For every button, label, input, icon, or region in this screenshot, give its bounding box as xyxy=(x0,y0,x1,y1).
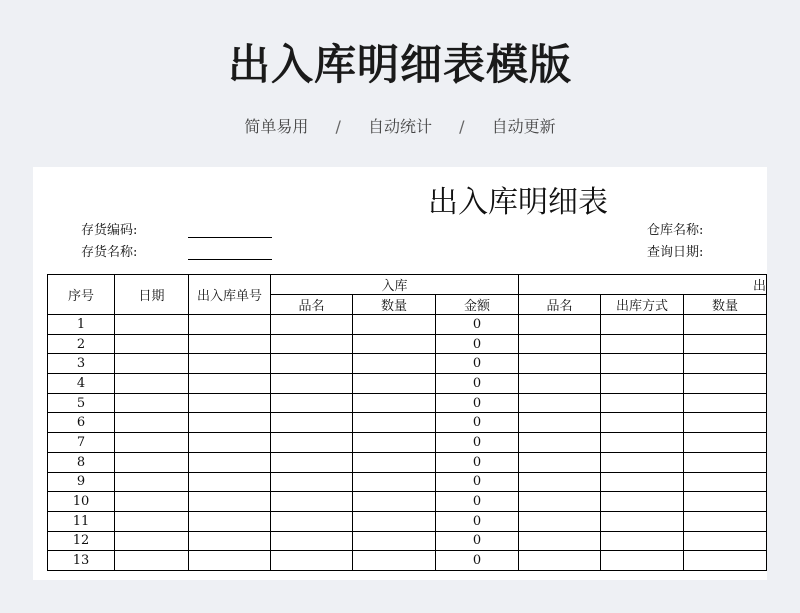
table-cell[interactable] xyxy=(519,433,601,453)
header-out-product: 品名 xyxy=(519,295,601,315)
table-cell[interactable] xyxy=(519,315,601,335)
table-cell[interactable] xyxy=(115,354,189,374)
table-cell[interactable] xyxy=(519,334,601,354)
table-cell[interactable] xyxy=(684,433,767,453)
table-cell[interactable] xyxy=(519,531,601,551)
header-outbound-group: 出 xyxy=(519,275,767,295)
tag-easy: 简单易用 xyxy=(244,117,309,136)
row-index-cell[interactable]: 13 xyxy=(48,551,115,571)
table-cell[interactable] xyxy=(189,354,271,374)
table-cell[interactable] xyxy=(189,393,271,413)
table-cell[interactable] xyxy=(115,393,189,413)
table-cell[interactable] xyxy=(601,531,684,551)
table-cell[interactable] xyxy=(519,413,601,433)
table-cell[interactable] xyxy=(189,551,271,571)
row-index-cell[interactable]: 12 xyxy=(48,531,115,551)
row-index-cell[interactable]: 5 xyxy=(48,393,115,413)
row-index-cell[interactable]: 9 xyxy=(48,472,115,492)
table-cell[interactable] xyxy=(601,511,684,531)
table-cell[interactable] xyxy=(601,393,684,413)
table-cell[interactable] xyxy=(684,531,767,551)
table-cell[interactable] xyxy=(271,354,353,374)
in-amount-cell[interactable]: 0 xyxy=(436,393,519,413)
table-cell[interactable] xyxy=(601,413,684,433)
table-cell[interactable] xyxy=(353,531,436,551)
in-amount-cell[interactable]: 0 xyxy=(436,531,519,551)
table-body xyxy=(48,315,767,571)
row-index-cell[interactable]: 6 xyxy=(48,413,115,433)
spreadsheet-preview xyxy=(33,167,767,580)
inventory-name-field[interactable] xyxy=(188,259,272,260)
table-cell[interactable] xyxy=(601,374,684,394)
row-index-cell[interactable]: 7 xyxy=(48,433,115,453)
inout-detail-table xyxy=(47,274,767,571)
table-cell[interactable] xyxy=(353,551,436,571)
table-cell[interactable] xyxy=(519,452,601,472)
table-cell[interactable] xyxy=(353,511,436,531)
table-cell[interactable] xyxy=(601,354,684,374)
table-cell[interactable] xyxy=(353,354,436,374)
row-index-cell[interactable]: 11 xyxy=(48,511,115,531)
table-cell[interactable] xyxy=(353,413,436,433)
table-cell[interactable] xyxy=(271,433,353,453)
header-inbound-group: 入库 xyxy=(271,275,519,295)
sheet-title: 出入库明细表 xyxy=(428,185,608,220)
banner-title: 出入库明细表模版 xyxy=(227,40,572,89)
table-cell[interactable] xyxy=(189,374,271,394)
table-cell[interactable] xyxy=(115,511,189,531)
table-cell[interactable] xyxy=(601,433,684,453)
row-index-cell[interactable]: 1 xyxy=(48,315,115,335)
table-cell[interactable] xyxy=(189,472,271,492)
row-index-cell[interactable]: 10 xyxy=(48,492,115,512)
table-cell[interactable] xyxy=(271,531,353,551)
table-cell[interactable] xyxy=(271,452,353,472)
table-cell[interactable] xyxy=(684,551,767,571)
table-cell[interactable] xyxy=(353,472,436,492)
table-cell[interactable] xyxy=(189,452,271,472)
in-amount-cell[interactable]: 0 xyxy=(436,433,519,453)
table-cell[interactable] xyxy=(271,334,353,354)
row-index-cell[interactable]: 4 xyxy=(48,374,115,394)
table-cell[interactable] xyxy=(189,511,271,531)
in-amount-cell[interactable]: 0 xyxy=(436,551,519,571)
table-cell[interactable] xyxy=(684,413,767,433)
table-cell[interactable] xyxy=(684,354,767,374)
table-cell[interactable] xyxy=(519,354,601,374)
in-amount-cell[interactable]: 0 xyxy=(436,374,519,394)
header-date: 日期 xyxy=(115,275,189,315)
in-amount-cell[interactable]: 0 xyxy=(436,334,519,354)
header-in-product: 品名 xyxy=(271,295,353,315)
table-cell[interactable] xyxy=(353,452,436,472)
inventory-code-field[interactable] xyxy=(188,237,272,238)
in-amount-cell[interactable]: 0 xyxy=(436,413,519,433)
inventory-name-label: 存货名称: xyxy=(81,245,138,260)
table-cell[interactable] xyxy=(684,492,767,512)
table-row xyxy=(48,334,767,354)
row-index-cell[interactable]: 2 xyxy=(48,334,115,354)
table-cell[interactable] xyxy=(684,334,767,354)
table-cell[interactable] xyxy=(271,393,353,413)
table-cell[interactable] xyxy=(601,551,684,571)
in-amount-cell[interactable]: 0 xyxy=(436,315,519,335)
table-cell[interactable] xyxy=(353,433,436,453)
table-row xyxy=(48,511,767,531)
table-cell[interactable] xyxy=(601,334,684,354)
table-cell[interactable] xyxy=(684,393,767,413)
table-cell[interactable] xyxy=(271,492,353,512)
table-cell[interactable] xyxy=(519,374,601,394)
table-cell[interactable] xyxy=(684,452,767,472)
table-cell[interactable] xyxy=(115,492,189,512)
header-in-amount: 金额 xyxy=(436,295,519,315)
table-cell[interactable] xyxy=(271,374,353,394)
in-amount-cell[interactable]: 0 xyxy=(436,511,519,531)
table-row xyxy=(48,492,767,512)
table-cell[interactable] xyxy=(601,315,684,335)
tag-auto-update: 自动更新 xyxy=(491,117,556,136)
table-row xyxy=(48,433,767,453)
table-cell[interactable] xyxy=(353,492,436,512)
table-cell[interactable] xyxy=(684,472,767,492)
table-row xyxy=(48,472,767,492)
table-cell[interactable] xyxy=(189,433,271,453)
table-cell[interactable] xyxy=(115,531,189,551)
in-amount-cell[interactable]: 0 xyxy=(436,452,519,472)
header-in-quantity: 数量 xyxy=(353,295,436,315)
table-cell[interactable] xyxy=(189,492,271,512)
table-cell[interactable] xyxy=(601,492,684,512)
header-out-quantity: 数量 xyxy=(684,295,767,315)
header-index: 序号 xyxy=(48,275,115,315)
inventory-code-label: 存货编码: xyxy=(81,223,138,238)
table-cell[interactable] xyxy=(353,334,436,354)
header-out-method: 出库方式 xyxy=(601,295,684,315)
table-row xyxy=(48,551,767,571)
table-cell[interactable] xyxy=(115,551,189,571)
table-row xyxy=(48,354,767,374)
table-cell[interactable] xyxy=(271,315,353,335)
table-cell[interactable] xyxy=(519,511,601,531)
tagline xyxy=(0,114,800,137)
row-index-cell[interactable]: 3 xyxy=(48,354,115,374)
table-row xyxy=(48,315,767,335)
table-row xyxy=(48,531,767,551)
table-cell[interactable] xyxy=(115,374,189,394)
tag-auto-stats: 自动统计 xyxy=(367,117,432,136)
in-amount-cell[interactable]: 0 xyxy=(436,472,519,492)
table-cell[interactable] xyxy=(271,551,353,571)
table-cell[interactable] xyxy=(353,393,436,413)
table-cell[interactable] xyxy=(115,413,189,433)
table-row xyxy=(48,393,767,413)
tag-separator: / xyxy=(335,117,341,136)
table-cell[interactable] xyxy=(115,334,189,354)
table-cell[interactable] xyxy=(353,374,436,394)
table-cell[interactable] xyxy=(601,472,684,492)
header-doc-no: 出入库单号 xyxy=(189,275,271,315)
query-date-label: 查询日期: xyxy=(647,245,704,260)
table-cell[interactable] xyxy=(115,452,189,472)
table-cell[interactable] xyxy=(601,452,684,472)
row-index-cell[interactable]: 8 xyxy=(48,452,115,472)
tag-separator: / xyxy=(459,117,465,136)
table-cell[interactable] xyxy=(519,393,601,413)
table-cell[interactable] xyxy=(353,315,436,335)
table-cell[interactable] xyxy=(684,315,767,335)
table-row xyxy=(48,452,767,472)
table-cell[interactable] xyxy=(684,511,767,531)
table-row xyxy=(48,374,767,394)
table-cell[interactable] xyxy=(519,492,601,512)
table-cell[interactable] xyxy=(115,472,189,492)
table-cell[interactable] xyxy=(189,413,271,433)
table-cell[interactable] xyxy=(519,472,601,492)
table-cell[interactable] xyxy=(189,315,271,335)
table-cell[interactable] xyxy=(115,315,189,335)
table-cell[interactable] xyxy=(684,374,767,394)
table-cell[interactable] xyxy=(115,433,189,453)
table-cell[interactable] xyxy=(271,413,353,433)
table-cell[interactable] xyxy=(271,511,353,531)
warehouse-name-label: 仓库名称: xyxy=(647,223,704,238)
table-cell[interactable] xyxy=(519,551,601,571)
table-cell[interactable] xyxy=(189,531,271,551)
table-row xyxy=(48,413,767,433)
in-amount-cell[interactable]: 0 xyxy=(436,492,519,512)
table-cell[interactable] xyxy=(189,334,271,354)
in-amount-cell[interactable]: 0 xyxy=(436,354,519,374)
table-cell[interactable] xyxy=(271,472,353,492)
